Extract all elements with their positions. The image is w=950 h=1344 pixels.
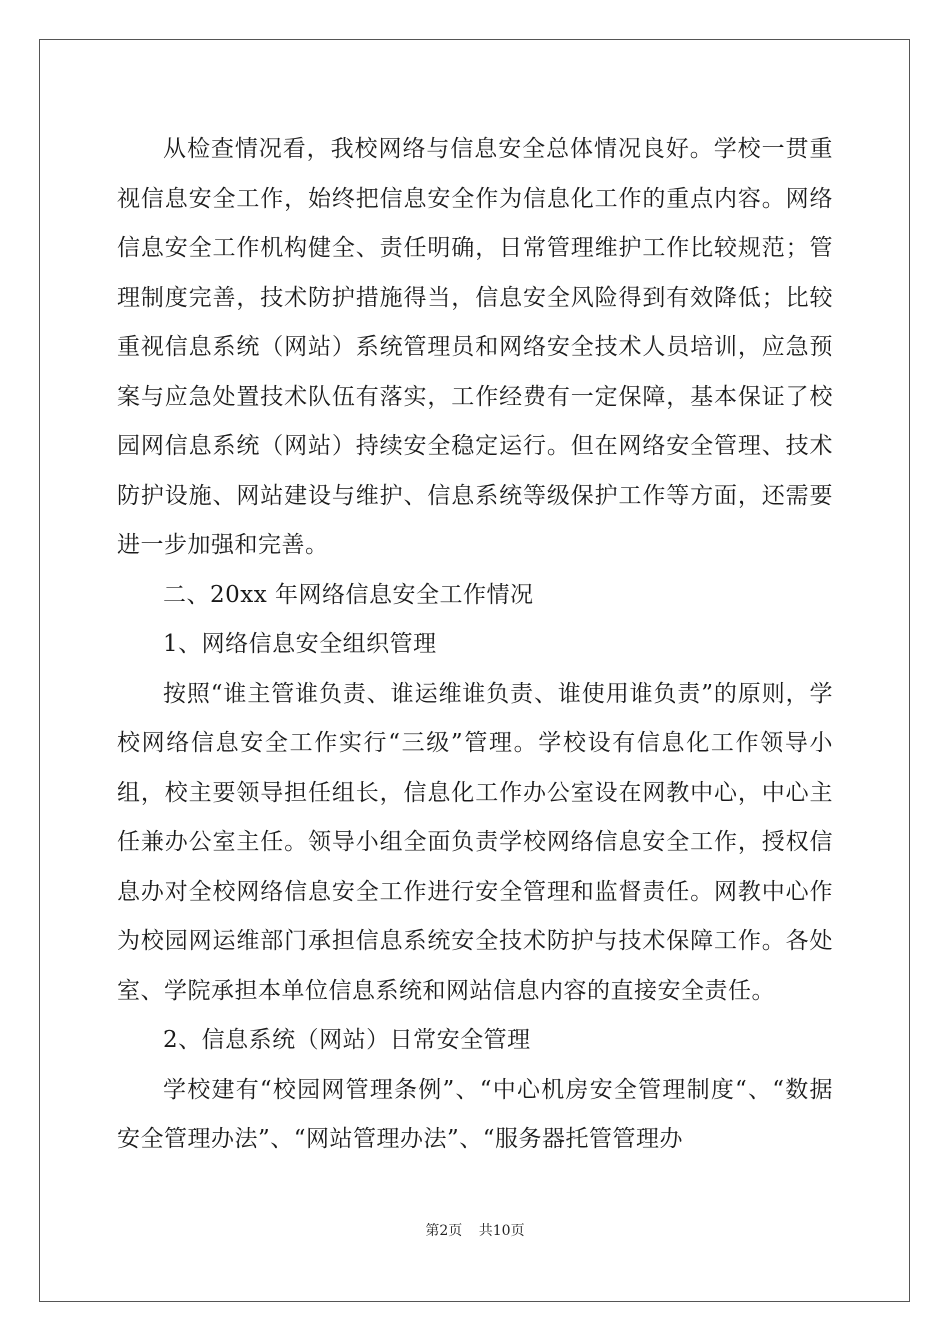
- page-total: 共10页: [478, 1223, 525, 1239]
- paragraph-summary: 从检查情况看，我校网络与信息安全总体情况良好。学校一贯重视信息安全工作，始终把信息安全作为信息化工作的重点内容。网络信息安全工作机构健全、责任明确，日常管理维护工作比较规范；管理制度完善，技术防护措施得当，信息安全风险得到有效降低；比较重视信息系统（网站）系统管理员和网络安全技术人员培训，应急预案与应急处置技术队伍有落实，工作经费有一定保障，基本保证了校园网信息系统（网站）持续安全稳定运行。但在网络安全管理、技术防护设施、网站建设与维护、信息系统等级保护工作等方面，还需要进一步加强和完善。: [117, 136, 833, 558]
- page-number: 第2页: [425, 1223, 463, 1239]
- paragraph-organization: 按照“谁主管谁负责、谁运维谁负责、谁使用谁负责”的原则，学校网络信息安全工作实行“三级”管理。学校设有信息化工作领导小组，校主要领导担任组长，信息化工作办公室设在网教中心，中心主任兼办公室主任。领导小组全面负责学校网络信息安全工作，授权信息办对全校网络信息安全工作进行安全管理和监督责任。网教中心作为校园网运维部门承担信息系统安全技术防护与技术保障工作。各处室、学院承担本单位信息系统和网站信息内容的直接安全责任。: [117, 680, 833, 1004]
- subsection-heading-2: 2、信息系统（网站）日常安全管理: [163, 1027, 531, 1053]
- page-footer: [0, 1220, 950, 1240]
- subsection-heading-1: 1、网络信息安全组织管理: [163, 631, 437, 657]
- paragraph-regulations: 学校建有“校园网管理条例”、“中心机房安全管理制度“、“数据安全管理办法”、“网站管理办法”、“服务器托管管理办: [117, 1076, 833, 1152]
- section-heading: 二、20xx 年网络信息安全工作情况: [163, 581, 534, 608]
- document-body: [117, 125, 833, 1165]
